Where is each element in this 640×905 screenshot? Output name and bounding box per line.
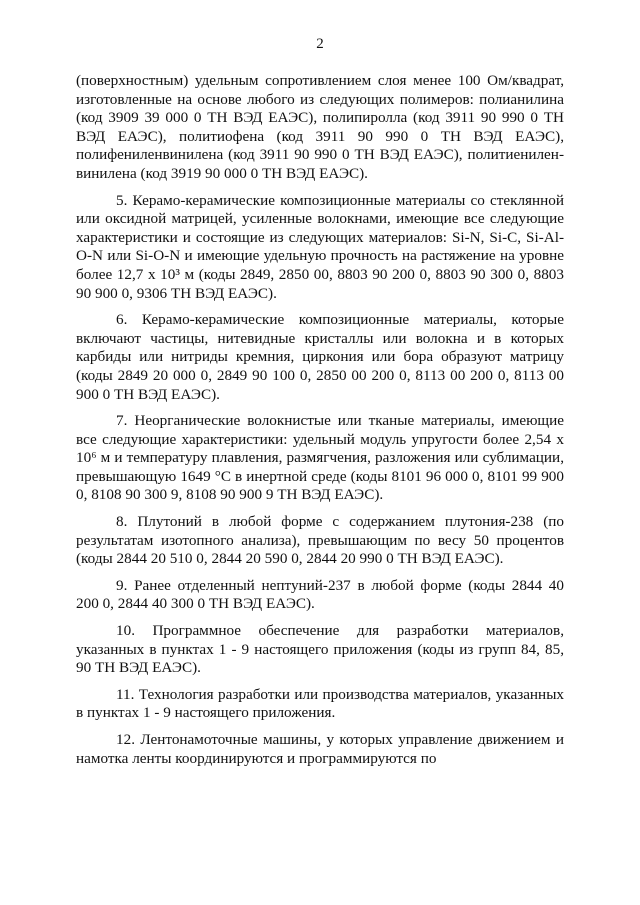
paragraph-item-12: 12. Лентонамоточные машины, у которых управление движением и намотка ленты координируются и программируются по [76, 731, 564, 767]
paragraph-item-9: 9. Ранее отделенный нептуний-237 в любой форме (коды 2844 40 200 0, 2844 40 300 0 ТН ВЭД ЕАЭС). [76, 576, 564, 613]
paragraph-continuation: (поверхностным) удельным сопротивлением слоя менее 100 Ом/квадрат, изготовленные на основе любого из следующих полимеров: полианилина (код 3909 39 000 0 ТН ВЭД ЕАЭС), полипиролла (код 3911 90 990 0 ТН ВЭД ЕАЭС), политиофена (код 3911 90 990 0 ТН ВЭД ЕАЭС), полифениленвинилена (код 3911 90 990 0 ТН ВЭД ЕАЭС), политиениленвинилена (код 3919 90 000 0 ТН ВЭД ЕАЭС). [76, 72, 564, 182]
paragraph-item-11: 11. Технология разработки или производства материалов, указанных в пунктах 1 - 9 настоящего приложения. [76, 685, 564, 722]
paragraph-item-7: 7. Неорганические волокнистые или тканые материалы, имеющие все следующие характеристики: удельный модуль упругости более 2,54 x 10⁶ м и температуру плавления, размягчения, разложения или сублимации, превышающую 1649 °С в инертной среде (коды 8101 96 000 0, 8101 99 900 0, 8108 90 300 9, 8108 90 900 9 ТН ВЭД ЕАЭС). [76, 412, 564, 504]
paragraph-item-10: 10. Программное обеспечение для разработки материалов, указанных в пунктах 1 - 9 настоящего приложения (коды из групп 84, 85, 90 ТН ВЭД ЕАЭС). [76, 622, 564, 677]
paragraph-item-5: 5. Керамо-керамические композиционные материалы со стеклянной или оксидной матрицей, усиленные волокнами, имеющие все следующие характеристики и состоящие из следующих материалов: Si-N, Si-C, Si-Al-O-N или Si-O-N и имеющие удельную прочность на растяжение на уровне более 12,7 x 10³ м (коды 2849, 2850 00, 8803 90 200 0, 8803 90 300 0, 8803 90 900 0, 9306 ТН ВЭД ЕАЭС). [76, 191, 564, 302]
document-body [76, 72, 564, 776]
paragraph-item-8: 8. Плутоний в любой форме с содержанием плутония-238 (по результатам изотопного анализа), превышающим по весу 50 процентов (коды 2844 20 510 0, 2844 20 590 0, 2844 20 990 0 ТН ВЭД ЕАЭС). [76, 513, 564, 568]
page-number: 2 [316, 36, 324, 52]
paragraph-item-6: 6. Керамо-керамические композиционные материалы, которые включают частицы, нитевидные кристаллы или волокна и в которых карбиды или нитриды кремния, циркония или бора образуют матрицу (коды 2849 20 000 0, 2849 90 100 0, 2850 00 200 0, 8113 00 200 0, 8113 00 900 0 ТН ВЭД ЕАЭС). [76, 311, 564, 403]
